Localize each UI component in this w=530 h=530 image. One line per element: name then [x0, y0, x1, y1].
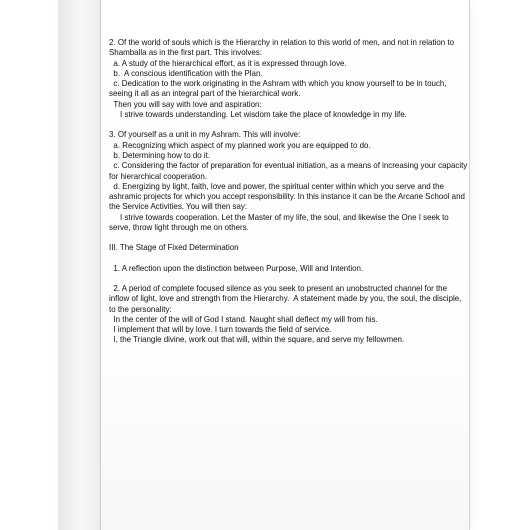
section-3-item-c: c. Considering the factor of preparation for eventual initiation, as a means of increasing your capacity for hierarchical cooperation. — [109, 161, 470, 181]
section-3-item-b: b. Determining how to do it. — [109, 150, 211, 160]
section-2-aspiration: I strive towards understanding. Let wisdom take the place of knowledge in my life. — [109, 110, 407, 120]
spacer — [109, 274, 469, 284]
section-2-item-c: c. Dedication to the work originating in the Ashram with which you know yourself to be in touch, seeing it all as an integral part of the hierarchical work. — [109, 79, 449, 99]
section-2-item-a: a. A study of the hierarchical effort, as it is expressed through love. — [109, 58, 347, 68]
section-3-affirmation: I strive towards cooperation. Let the Master of my life, the soul, and likewise the One I seek to serve, throw light through me on others. — [109, 212, 451, 233]
stage-3-statement-1: In the center of the will of God I stand. Naught shall deflect my will from his. — [109, 314, 378, 324]
card-inner-page — [101, 0, 470, 530]
section-2-item-b: b. A conscious identification with the Plan. — [109, 68, 263, 78]
section-3-heading: 3. Of yourself as a unit in my Ashram. This will involve: — [109, 130, 301, 140]
section-2-aspiration-intro: Then you will say with love and aspiration: — [109, 99, 262, 109]
section-3-item-a: a. Recognizing which aspect of my planned work you are equipped to do. — [109, 140, 371, 150]
stage-3-statement-3: I, the Triangle divine, work out that will, within the square, and serve my fellowmen. — [109, 335, 405, 345]
spacer — [109, 233, 469, 243]
stage-3-heading: III. The Stage of Fixed Determination — [109, 243, 239, 253]
stage-3-item-1: 1. A reflection upon the distinction between Purpose, Will and Intention. — [109, 263, 364, 273]
spacer — [109, 120, 469, 130]
section-2-heading: 2. Of the world of souls which is the Hierarchy in relation to this world of men, and not in relation to Shamballa as in the first part. This involves: — [109, 38, 455, 58]
spacer — [109, 254, 469, 264]
stage-3-statement-2: I implement that will by love. I turn towards the field of service. — [109, 325, 332, 335]
stage-3-item-2: 2. A period of complete focused silence as you seek to present an unobstructed channel for the inflow of light, love and strength from the Hierarchy. A statement made by you, the soul, the disciple, to the personality: — [109, 283, 464, 314]
left-card-panel — [58, 0, 102, 530]
page-text — [109, 38, 469, 346]
section-3-item-d: d. Energizing by light, faith, love and power, the spiritual center within which you serve and the ashramic projects for which you accept responsibility. In this instance it can be the Arcane School and the Service Activities. You will then say: — [109, 181, 468, 212]
